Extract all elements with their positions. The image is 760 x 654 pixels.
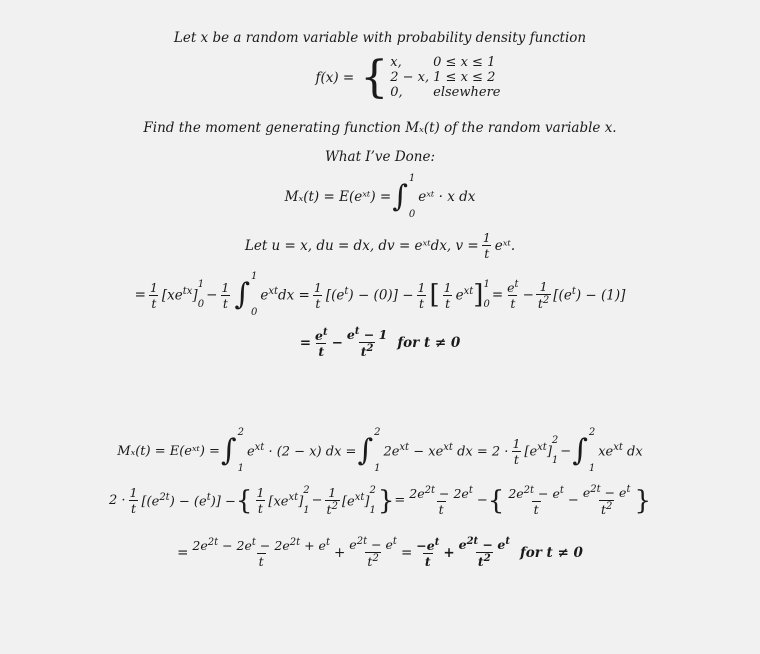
pdf-lhs: f(x) = <box>315 70 355 87</box>
substitution-line: Let u = x, du = dx, dv = eˣᵗdx, v = $\frac{1}{t}$ eˣᵗ. <box>244 230 516 261</box>
integration-by-parts-line: = $\frac{1}{t}$ $[xe^{tx}]$ 1 0 − $\frac{1}{t}$ ∫ 1 0 $e^{xt}dx$ = $\frac{1}{t}$ $[(e^t) - (0)]$ − $\frac{1}{t}$ [ $\frac{1}{t}$ $e^{xt}$ ] 1 0 = $\frac{e^t}{t}$ − $\frac{1}{t^2}$ $[(e^t) - (1)]$ <box>134 271 626 318</box>
case-row: x, 0 ≤ x ≤ 1 <box>390 55 496 70</box>
second-expansion-line: 2 · $\frac{1}{t}$ $[(e^{2t}) - (e^t)]$ − { $\frac{1}{t}$ $[xe^{xt}]$ 2 1 − $\frac{1}{t^2}$ $[e^{xt}]$ 2 1 } = $\frac{2e^{2t} - 2e^t}{t}$ − { $\frac{2e^{2t} - e^t}{t}$ − $\frac{e^{2t} - e^t}{t^2}$ } <box>108 484 652 518</box>
result-1: = $\frac{e^t}{t}$ − $\frac{e^t - 1}{t^2}$ for t ≠ 0 <box>299 326 461 360</box>
result-2: = $\frac{2e^{2t} - 2e^t - 2e^{2t} + e^t}{t}$ + $\frac{e^{2t} - e^t}{t^2}$ = $\frac{-e^t}{t}$ + $\frac{e^{2t} - e^t}{t^2}$ for t ≠ 0 <box>177 536 583 570</box>
pdf-cases: { x, 0 ≤ x ≤ 1 2 − x, 1 ≤ x ≤ 2 0, elsewhere <box>360 56 504 101</box>
mgf-integral-2: Mₓ(t) = E(eˣᵗ) = ∫ 2 1 $e^{xt} \cdot (2 - x)$ dx = ∫ 2 1 $2e^{xt} - xe^{xt}$ dx = 2 · $\frac{1}{t}$ $[e^{xt}]$ 2 1 − ∫ 2 1 $xe^{xt}$ dx <box>117 427 643 474</box>
case-row: 2 − x, 1 ≤ x ≤ 2 <box>390 69 496 85</box>
work-heading: What I’ve Done: <box>324 149 436 165</box>
pdf-definition <box>0 52 760 104</box>
problem-question: Find the moment generating function Mₓ(t) of the random variable x. <box>143 120 617 136</box>
mgf-integral-1: Mₓ(t) = E(eˣᵗ) = ∫ 1 0 eˣᵗ · x dx <box>284 173 476 220</box>
case-row: 0, elsewhere <box>390 84 501 100</box>
problem-intro: Let x be a random variable with probability density function <box>173 30 587 46</box>
